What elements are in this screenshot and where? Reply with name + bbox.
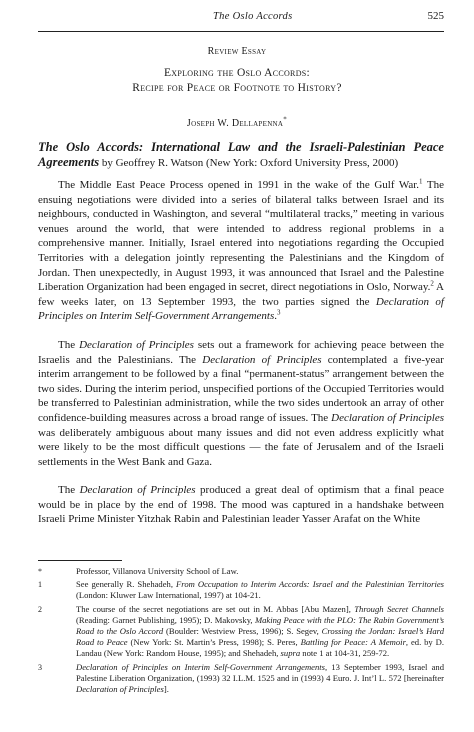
text-run: The course of the secret negotiations are set out in M. Abbas [Abu Mazen], [76, 603, 355, 614]
reviewed-book-citation [38, 140, 444, 171]
footnote-ref-2[interactable]: 2 [430, 279, 434, 288]
text-run: (Reading: Garnet Publishing, 1995); D. Makovsky, [76, 614, 255, 625]
text-run: note 1 at 104-31, 259-72. [300, 648, 390, 659]
author-footnote-mark: * [283, 115, 288, 124]
text-run: The Middle East Peace Process opened in 1991 in the wake of the Gulf War. [58, 179, 420, 191]
text-run: contemplated a five-year interim arrangement to be followed by a final “permanent-status” arrangement between the two sides. During the interim period, unspecified portions of the Occupied Territories would be transferred to Palestinian administration, while the two sides undertook an array of other confidence-building measures across a broad range of issues. The [38, 353, 444, 424]
text-run: The [58, 484, 80, 497]
text-run: . [274, 310, 278, 323]
footnote-mark: 2 [38, 604, 42, 614]
reviewed-book-title: The Oslo Accords: International Law and the Israeli-Palestinian Peace Agreements [38, 140, 444, 169]
text-run: (London: Kluwer Law International, 1997) at 104-21. [76, 590, 261, 601]
cited-title: Declaration of Principles on Interim Self-Government Arrangements [76, 661, 325, 672]
document-title: Declaration of Principles [331, 411, 444, 424]
footnote-2 [38, 604, 444, 660]
article-title [0, 66, 474, 96]
text-run: A few weeks later, on 13 September 1993, the two parties signed the [38, 281, 445, 308]
running-head [38, 10, 444, 32]
footnote-text [76, 604, 444, 660]
cited-title: Crossing the Jordan: Israel’s Hard Road to Peace [76, 626, 445, 648]
footnote-mark: 3 [38, 662, 42, 672]
paragraph-2 [38, 338, 444, 469]
text-run: See generally R. Shehadeh, [76, 579, 177, 590]
cited-title: Making Peace with the PLO: The Rabin Government’s Road to the Oslo Accord [76, 614, 444, 637]
footnotes [38, 566, 444, 697]
cited-title: Through Secret Channels [354, 603, 444, 614]
footnote-text: Professor, Villanova University School of Law. [76, 566, 239, 576]
paragraph-1 [38, 178, 444, 324]
text-run: produced a great deal of optimism that a final peace would be in place by the end of 1998. The mood was captured in a handshake between Israeli Prime Minister Yitzhak Rabin and Palestinian leader Yasser Arafat on the White [38, 484, 444, 526]
footnote-3 [38, 662, 444, 696]
article-title-line-1: Exploring the Oslo Accords: [163, 67, 311, 79]
document-title: Declaration of Principles [79, 484, 196, 497]
footnote-1 [38, 579, 444, 601]
cited-title: Battling for Peace: A Memoir [300, 637, 406, 648]
footnote-mark: * [38, 567, 42, 576]
reviewed-book-meta: by Geoffrey R. Watson (New York: Oxford University Press, 2000) [99, 157, 399, 169]
document-title: Declaration of Principles [202, 353, 322, 366]
author-name: Joseph W. Dellapenna [186, 118, 284, 129]
footnote-text [76, 662, 444, 696]
text-run: , 13 September 1993, Israel and Palestine Liberation Organization, (1993) 32 I.L.M. 1525 and in (1993) 4 Euro. J. Int’l L. 572 [hereinafter [76, 661, 444, 683]
footnote-text [76, 579, 444, 601]
paragraph-3 [38, 483, 444, 527]
text-run: The [58, 338, 80, 351]
text-run: The ensuing negotiations were divided into a series of bilateral talks between Israel and its neighbours, conducted in Washington, and several “multilateral tracks,” meeting in various venues around the world, that were intended to address regional problems in a comprehensive manner. Initially, Israel entered into negotiations regarding the Occupied Territories with a delegation jointly representing the Palestinians and the Kingdom of Jordan. Then unexpectedly, in August 1993, it was announced that Israel and the Palestine Liberation Organization had been engaged in secret, direct negotiations in Oslo, Norway. [38, 179, 444, 294]
author-byline [0, 115, 474, 129]
cited-title: supra [280, 648, 301, 659]
page-number: 525 [427, 10, 444, 22]
running-title: The Oslo Accords [213, 11, 293, 22]
footnote-ref-3[interactable]: 3 [277, 308, 281, 317]
text-run: sets out a framework for achieving peace between the Israelis and the Palestinians. The [38, 338, 444, 366]
footnote-separator [38, 560, 122, 561]
document-title: Declaration of Principles [79, 338, 194, 351]
text-run: (Boulder: Westview Press, 1996); S. Segev, [163, 626, 322, 637]
footnote-ref-1[interactable]: 1 [419, 177, 423, 186]
section-kicker: Review Essay [207, 46, 267, 57]
footnote-author [38, 566, 444, 577]
footnote-mark: 1 [38, 580, 42, 590]
cited-title: From Occupation to Interim Accords: Israel and the Palestinian Territories [176, 579, 444, 590]
text-run: (New York: St. Martin’s Press, 1998); S. Peres, [127, 637, 301, 648]
text-run: ]. [163, 684, 169, 695]
article-body [38, 178, 444, 541]
cited-title: Declaration of Principles [76, 684, 164, 695]
text-run: was deliberately ambiguous about many issues and did not even address explicitly what were likely to be the most difficult questions — the fate of Jerusalem and of the Israeli settlements in the West Bank and Gaza. [38, 426, 444, 468]
document-title: Declaration of Principles on Interim Self-Government Arrangements [38, 295, 444, 323]
text-run: , ed. by D. Landau (New York: Random House, 1995); and Shehadeh, [76, 637, 444, 659]
article-title-line-2: Recipe for Peace or Footnote to History? [132, 82, 342, 94]
